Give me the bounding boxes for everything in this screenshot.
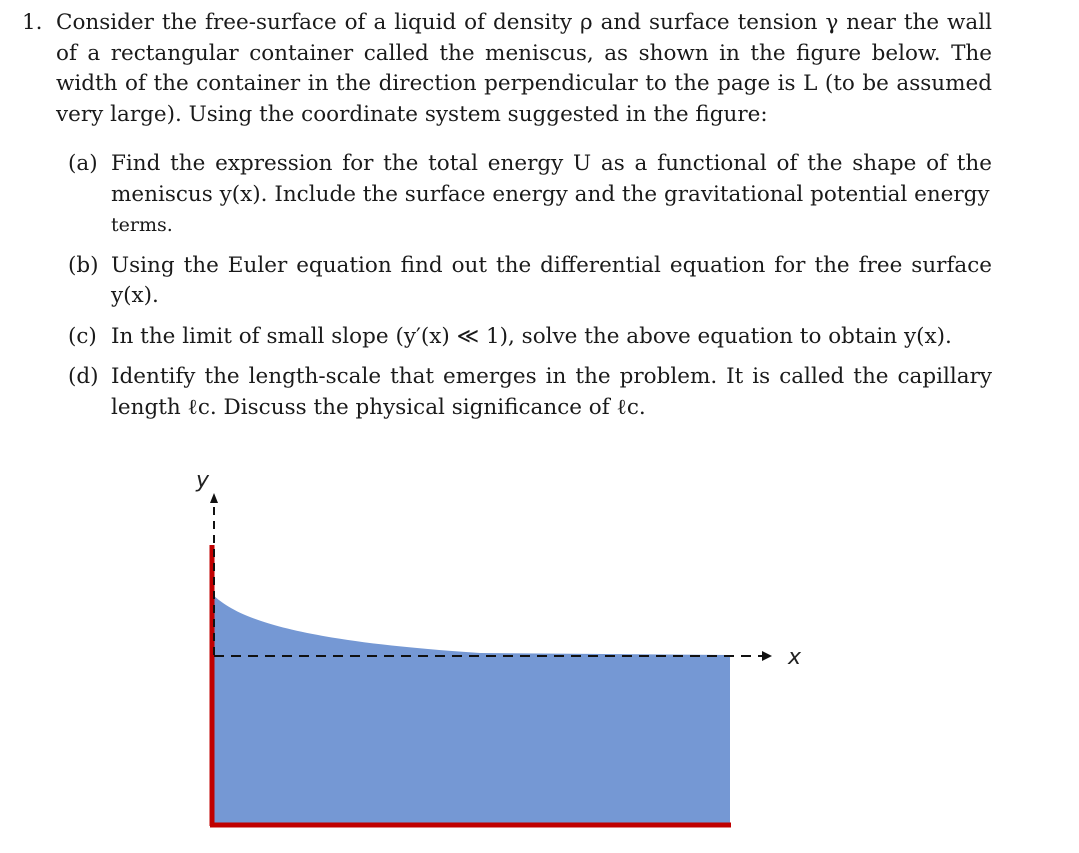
sub-question-label: (c) xyxy=(68,323,97,349)
sub-question-list xyxy=(22,149,992,423)
sub-question-text: In the limit of small slope (y′(x) ≪ 1), solve the above equation to obtain y(x). xyxy=(111,323,952,349)
sub-question-b xyxy=(68,251,992,312)
sub-question-d xyxy=(68,362,992,423)
liquid-region xyxy=(213,595,730,825)
sub-question-label: (b) xyxy=(68,252,99,278)
sub-question-label: (d) xyxy=(68,364,99,389)
sub-question-a xyxy=(68,149,992,241)
sub-question-text: Find the expression for the total energy U as a functional of the shape of the meniscus y(x). Include the surface energy and the gravitational potential energy xyxy=(111,151,992,207)
x-axis-arrow-icon xyxy=(762,651,772,661)
problem-number: 1. xyxy=(22,10,43,35)
sub-question-text: Identify the length-scale that emerges in the problem. It is called the capillary length ℓc. Discuss the physical significance of ℓc. xyxy=(111,364,992,420)
problem-intro-block xyxy=(22,8,992,130)
y-axis-label: y xyxy=(196,468,210,493)
sub-question-text-tail: terms. xyxy=(111,214,173,236)
x-axis-label: x xyxy=(788,645,802,670)
problem-1 xyxy=(22,8,992,433)
sub-question-text: Using the Euler equation find out the differential equation for the free surface y(x). xyxy=(111,252,992,308)
problem-intro: Consider the free-surface of a liquid of density ρ and surface tension γ near the wall of a rectangular container called the meniscus, as shown in the figure below. The width of the container in the direction perpendicular to the page is L (to be assumed very large). Using the coordinate system suggested in the figure: xyxy=(56,10,992,127)
sub-question-label: (a) xyxy=(68,151,98,176)
meniscus-figure xyxy=(0,460,1079,853)
sub-question-c xyxy=(68,322,992,353)
y-axis-arrow-icon xyxy=(210,493,218,503)
